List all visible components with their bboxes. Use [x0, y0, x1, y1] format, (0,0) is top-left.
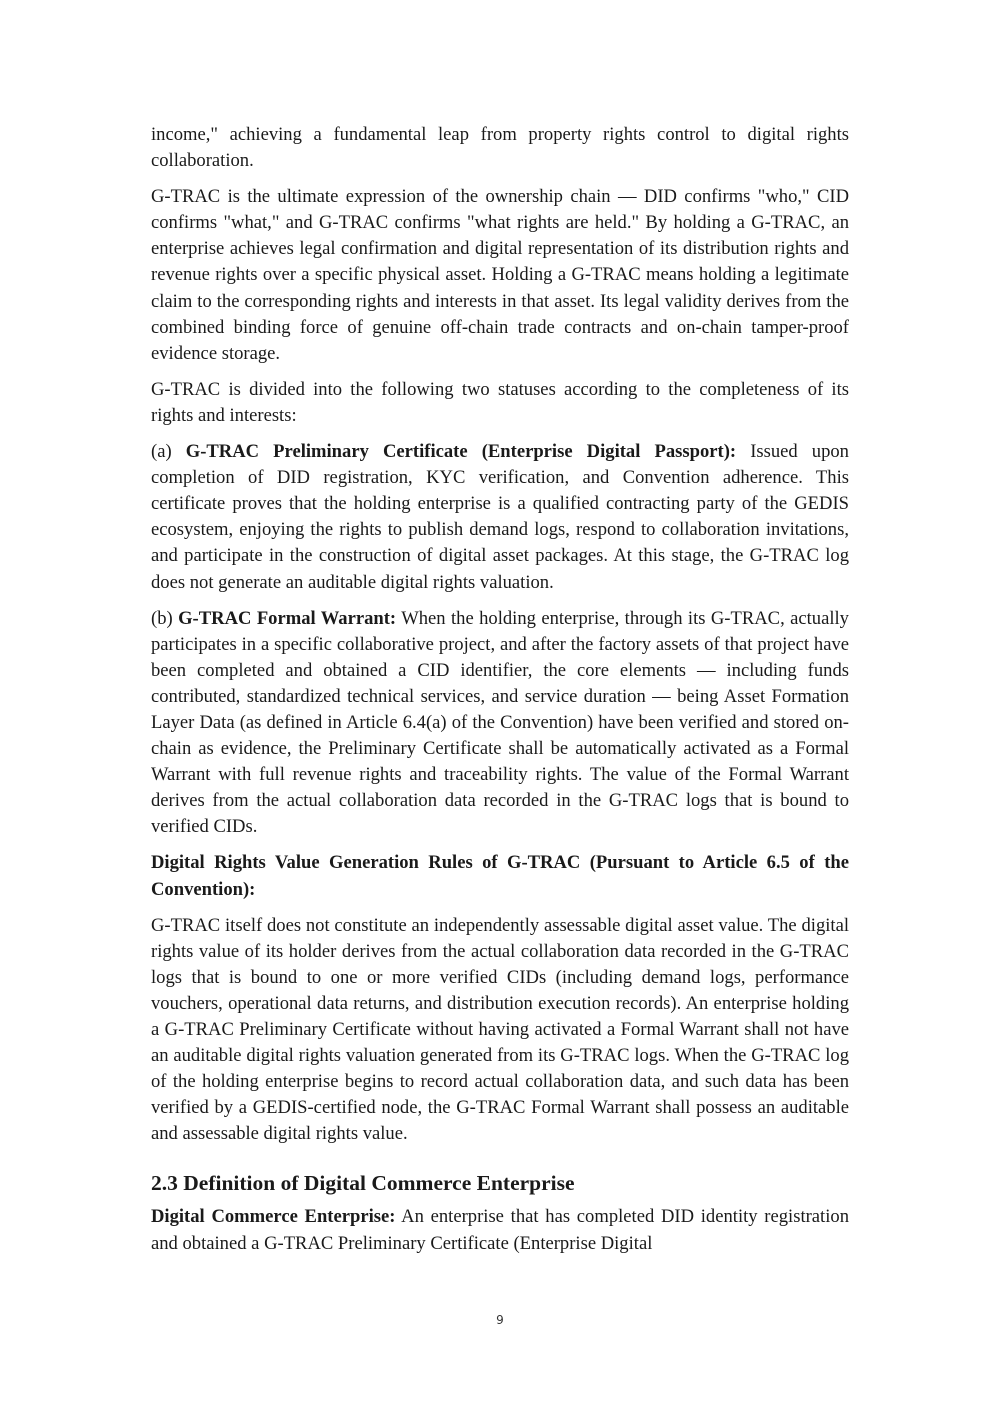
document-page	[151, 122, 849, 1257]
definition-term: Digital Commerce Enterprise:	[151, 1206, 396, 1228]
list-item-b-term: G-TRAC Formal Warrant:	[178, 607, 397, 629]
paragraph-statuses-intro: G-TRAC is divided into the following two statuses according to the completeness of its rights and interests:	[151, 378, 849, 426]
paragraph-ownership-chain: G-TRAC is the ultimate expression of the ownership chain — DID confirms "who," CID confirms "what," and G-TRAC confirms "what rights are held." By holding a G-TRAC, an enterprise achieves legal confirmation and digital representation of its distribution rights and revenue rights over a specific physical asset. Holding a G-TRAC means holding a legitimate claim to the corresponding rights and interests in that asset. Its legal validity derives from the combined binding force of genuine off-chain trade contracts and on-chain tamper-proof evidence storage.	[151, 186, 849, 364]
list-item-b-prefix: (b)	[151, 607, 179, 629]
list-item-a-prefix: (a)	[151, 441, 186, 463]
paragraph-value-rules: G-TRAC itself does not constitute an independently assessable digital asset value. The digital rights value of its holder derives from the actual collaboration data recorded in the G-TRAC logs that is bound to one or more verified CIDs (including demand logs, performance vouchers, operational data returns, and distribution execution records). An enterprise holding a G-TRAC Preliminary Certificate without having activated a Formal Warrant shall not have an auditable digital rights valuation generated from its G-TRAC logs. When the G-TRAC log of the holding enterprise begins to record actual collaboration data, and such data has been verified by a GEDIS-certified node, the G-TRAC Formal Warrant shall possess an auditable and assessable digital rights value.	[151, 914, 849, 1145]
list-item-b-text: When the holding enterprise, through its G-TRAC, actually participates in a specific collaborative project, and after the factory assets of that project have been completed and obtained a CID identifier, the core elements — including funds contributed, standardized technical services, and service duration — being Asset Formation Layer Data (as defined in Article 6.4(a) of the Convention) have been verified and stored on-chain as evidence, the Preliminary Certificate shall be automatically activated as a Formal Warrant with full revenue rights and traceability rights. The value of the Formal Warrant derives from the actual collaboration data recorded in the G-TRAC logs that is bound to verified CIDs.	[151, 607, 849, 838]
page-number: 9	[496, 1313, 504, 1327]
section-heading: 2.3 Definition of Digital Commerce Enterprise	[151, 1171, 575, 1196]
rules-heading: Digital Rights Value Generation Rules of G-TRAC (Pursuant to Article 6.5 of the Convention):	[151, 852, 849, 900]
definition-text: An enterprise that has completed DID identity registration and obtained a G-TRAC Preliminary Certificate (Enterprise Digital	[151, 1206, 849, 1254]
list-item-a-term: G-TRAC Preliminary Certificate (Enterprise Digital Passport):	[185, 441, 737, 463]
list-item-b	[151, 606, 849, 841]
list-item-a-text: Issued upon completion of DID registration, KYC verification, and Convention adherence. This certificate proves that the holding enterprise is a qualified contracting party of the GEDIS ecosystem, enjoying the rights to publish demand logs, respond to collaboration invitations, and participate in the construction of digital asset packages. At this stage, the G-TRAC log does not generate an auditable digital rights valuation.	[151, 441, 849, 593]
paragraph-continuation: income," achieving a fundamental leap from property rights control to digital rights collaboration.	[151, 124, 849, 172]
paragraph-definition	[151, 1204, 849, 1256]
list-item-a	[151, 439, 849, 596]
